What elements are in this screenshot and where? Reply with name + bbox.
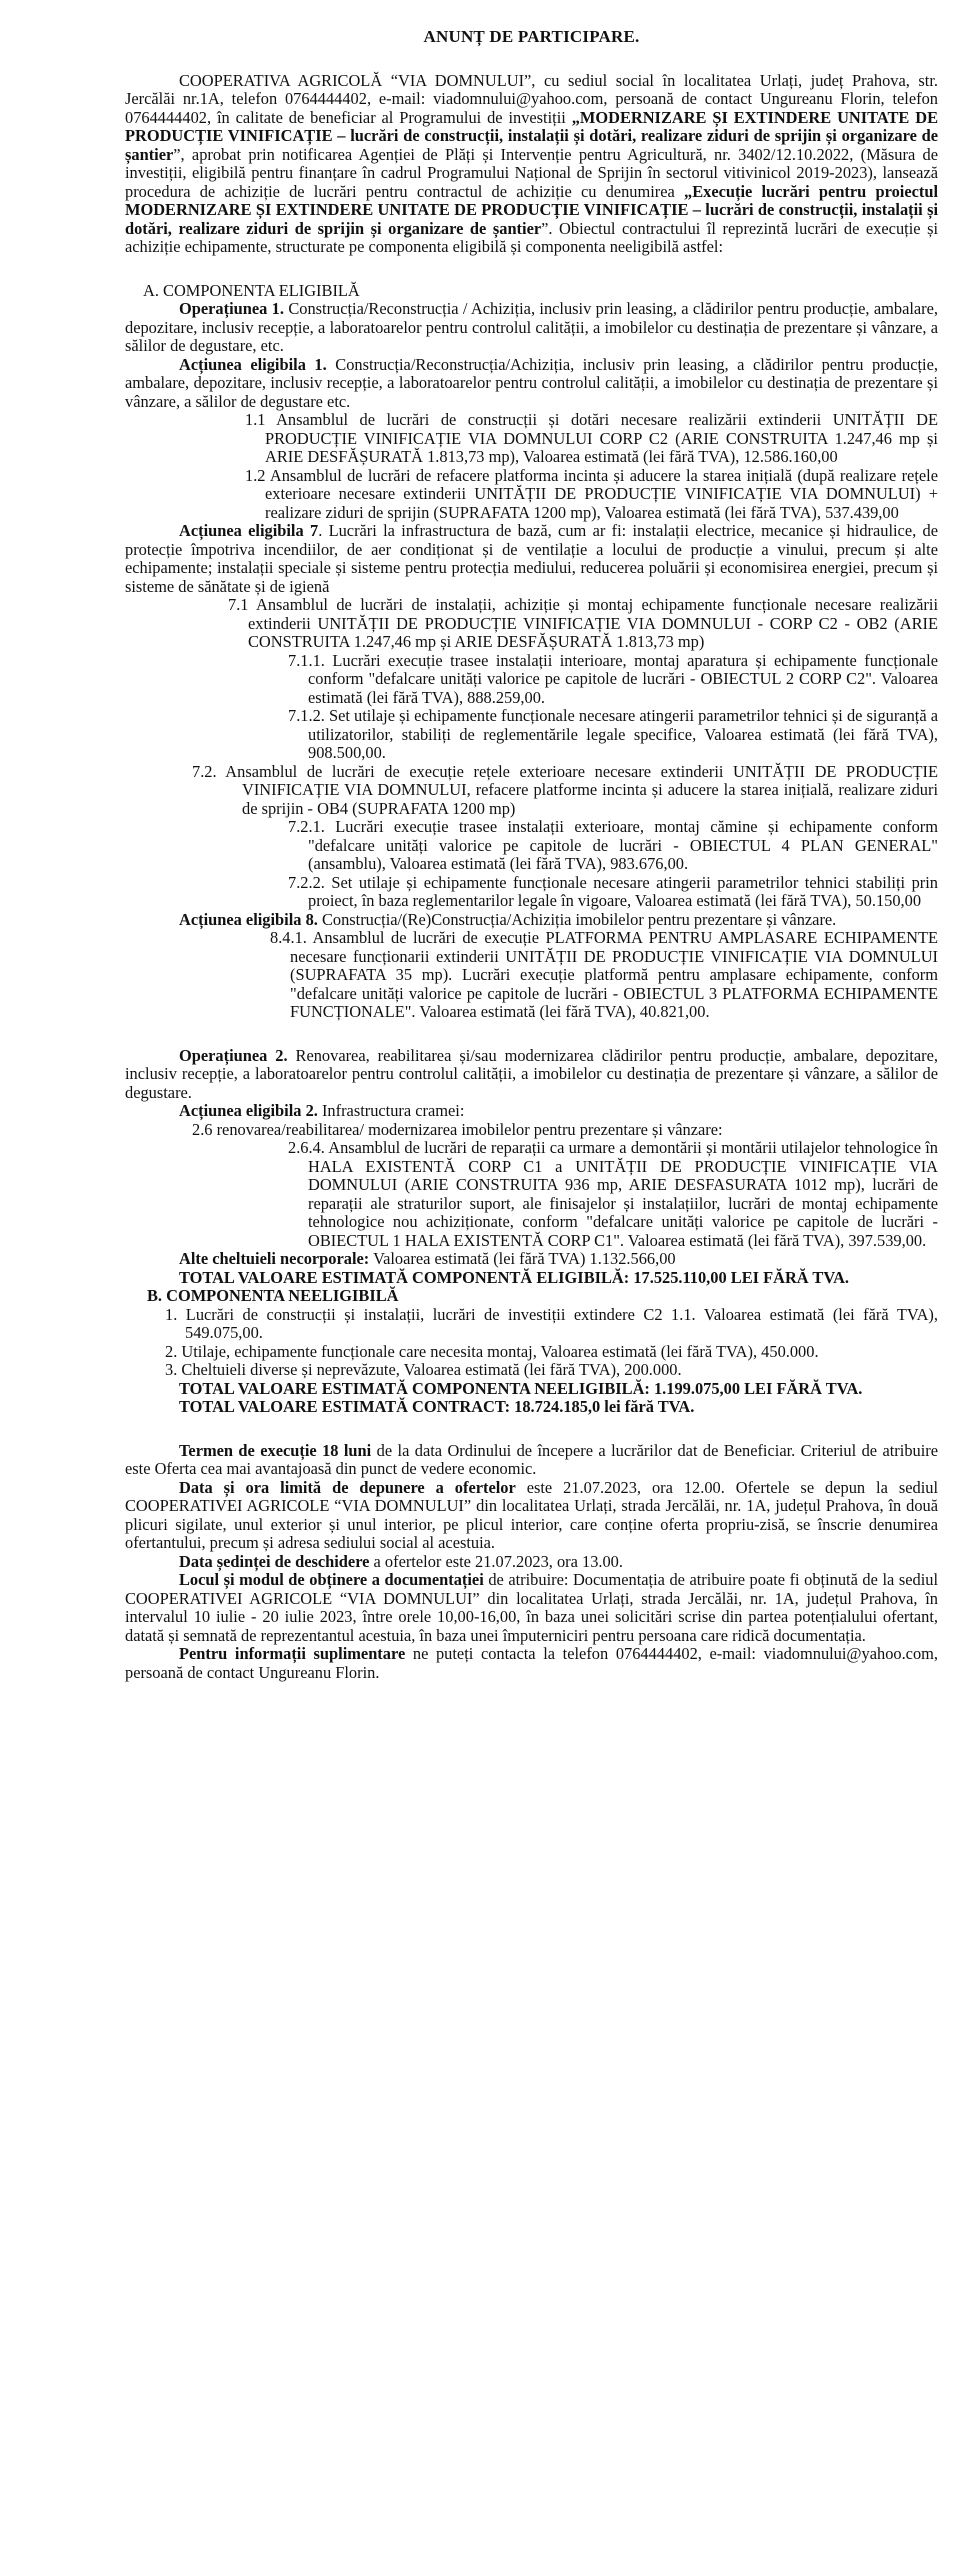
item-2-6: 2.6 renovarea/reabilitarea/ modernizarea imobilelor pentru prezentare și vânzare: [192, 1119, 723, 1139]
action-2-label: Acțiunea eligibila 2. [179, 1101, 318, 1120]
total-eligible: TOTAL VALOARE ESTIMATĂ COMPONENTĂ ELIGIBILĂ: 17.525.110,00 LEI FĂRĂ TVA. [179, 1267, 850, 1287]
item-7-1: 7.1 Ansamblul de lucrări de instalații, achiziție și montaj echipamente funcționale necesare realizării extinderii UNITĂȚII DE PRODUCȚIE VINIFICAȚIE VIA DOMNULUI - CORP C2 - OB2 (ARIE CONSTRUITA 1.247,46 mp și ARIE DESFĂȘURATĂ 1.813,73 mp) [228, 595, 938, 651]
item-1-1: 1.1 Ansamblul de lucrări de construcții și dotări necesare realizării extinderii UNITĂȚII DE PRODUCȚIE VINIFICAȚIE VIA DOMNULUI CORP C2 (ARIE CONSTRUITA 1.247,46 mp și ARIE DESFĂȘURATĂ 1.813,73 mp), Valoarea estimată (lei fără TVA), 12.586.160,00 [245, 410, 938, 466]
execution-term-text: de la data Ordinului de începere a lucrărilor dat de Beneficiar. Criteriul de atribuire este Oferta cea mai avantajoasă din punct de vedere economic. [125, 1440, 938, 1478]
execution-term [125, 1442, 938, 1479]
total-contract: TOTAL VALOARE ESTIMATĂ CONTRACT: 18.724.185,0 lei fără TVA. [179, 1397, 695, 1416]
operation-2-label: Operațiunea 2. [179, 1045, 288, 1065]
intro-text-1: COOPERATIVA AGRICOLĂ “VIA DOMNULUI”, cu sediul social în localitatea Urlați, județ Prahova, str. Jercălăi nr.1A, telefon 0764444402, e-mail: viadomnului@yahoo.com, persoană de contact Ungureanu Florin, telefon 0764444402, în calitate de beneficiar al Programului de investiții [125, 70, 938, 127]
action-1-text: Construcția/Reconstrucția/Achiziția, inclusiv prin leasing, a clădirilor pentru producție, ambalare, depozitare, inclusiv recepție, a laboratoarelor pentru controlul calității, a imobilelor cu destinația de prezentare și vânzare, a sălilor de degustare etc. [125, 354, 938, 411]
section-a-heading: A. COMPONENTA ELIGIBILĂ [143, 280, 360, 300]
intro-paragraph [125, 72, 938, 257]
action-1-label: Acțiunea eligibila 1. [179, 354, 327, 374]
additional-info [125, 1645, 938, 1682]
deadline-text: este 21.07.2023, ora 12.00. Ofertele se depun la sediul COOPERATIVEI AGRICOLE “VIA DOMNULUI” din localitatea Urlați, strada Jercălăi, nr. 1A, județul Prahova, în două plicuri sigilate, unul exterior și unul interior, pe plicul interior, care conține oferta propriu-zisă, se înscrie denumirea ofertantului, precum și adresa sediului social al acestuia. [125, 1477, 938, 1552]
item-7-1-1: 7.1.1. Lucrări execuție trasee instalații interioare, montaj aparatura și echipamente funcționale conform "defalcare unități valorice pe capitole de lucrări - OBIECTUL 2 CORP C2". Valoarea estimată (lei fără TVA), 888.259,00. [288, 650, 938, 707]
documentation-location [125, 1571, 938, 1645]
execution-term-label: Termen de execuție 18 luni [179, 1440, 372, 1460]
action-eligible-8 [125, 911, 938, 930]
other-costs-text: Valoarea estimată (lei fără TVA) 1.132.566,00 [369, 1249, 676, 1268]
deadline-label: Data și ora limită de depunere a ofertelor [179, 1477, 516, 1497]
intro-text-3: ”. Obiectul contractului îl reprezintă lucrări de execuție și achiziție echipamente, structurate pe componenta eligibilă și componenta neeligibilă astfel: [125, 218, 938, 256]
contract-name: „Execuție lucrări pentru proiectul MODERNIZARE ȘI EXTINDERE UNITATE DE PRODUCȚIE VINIFICAȚIE – lucrări de construcții, instalații și dotări, realizare ziduri de sprijin și organizare de șantier [125, 181, 938, 238]
operation-1-text: Construcția/Reconstrucția / Achiziția, inclusiv prin leasing, a clădirilor pentru producție, ambalare, depozitare, inclusiv recepție, a laboratoarelor pentru controlul calității, a imobilelor cu destinația de prezentare și vânzare, a sălilor de degustare, etc. [125, 299, 939, 355]
deadline [125, 1479, 938, 1553]
program-name: „MODERNIZARE ȘI EXTINDERE UNITATE DE PRODUCȚIE VINIFICAȚIE – lucrări de construcții, instalații și dotări, realizare ziduri de sprijin și organizare de șantier [125, 107, 938, 164]
nonelig-item-1: 1. Lucrări de construcții și instalații, lucrări de investiții extindere C2 1.1. Valoarea estimată (lei fără TVA), 549.075,00. [165, 1304, 938, 1342]
operation-1 [125, 300, 938, 356]
documentation-location-text: de atribuire: Documentația de atribuire poate fi obținută de la sediul COOPERATIVEI AGRICOLE “VIA DOMNULUI” din localitatea Urlați, strada Jercălăi, nr. 1A, județul Prahova, în intervalul 10 iulie - 20 iulie 2023, între orele 10,00-16,00, în baza unei solicitări scrise din partea potențialului ofertant, datată și semnată de reprezentantul acestuia, în baza unei împuterniciri pentru persoana care ridică documentația. [125, 1570, 938, 1645]
total-noneligible: TOTAL VALOARE ESTIMATĂ COMPONENTA NEELIGIBILĂ: 1.199.075,00 LEI FĂRĂ TVA. [179, 1378, 863, 1398]
nonelig-item-3: 3. Cheltuieli diverse și neprevăzute, Valoarea estimată (lei fără TVA), 200.000. [165, 1360, 682, 1379]
opening-session-label: Data ședinței de deschidere [179, 1551, 370, 1571]
item-7-2: 7.2. Ansamblul de lucrări de execuție rețele exterioare necesare extinderii UNITĂȚII DE PRODUCȚIE VINIFICAȚIE VIA DOMNULUI, refacere platforme incinta și aducere la starea inițială, realizare ziduri de sprijin - OB4 (SUPRAFATA 1200 mp) [192, 761, 938, 818]
operation-2-text: Renovarea, reabilitarea și/sau modernizarea clădirilor pentru producție, ambalare, depozitare, inclusiv recepție, a laboratoarelor pentru controlul calității, a imobilelor cu destinația de prezentare și vânzare, a sălilor de degustare. [125, 1045, 938, 1102]
action-eligible-1 [125, 356, 938, 412]
action-7-label: Acțiunea eligibila 7 [179, 521, 319, 540]
intro-text-2: ”, aprobat prin notificarea Agenției de Plăți și Intervenție pentru Agricultură, nr. 3402/12.10.2022, (Măsura de investiții, eligibilă pentru finanțare în cadrul Programului Național de Sprijin în sectorul vitivinicol 2019-2023), lansează procedura de achiziție de lucrări pentru contractul de achiziție cu denumirea [125, 144, 938, 201]
opening-session [125, 1553, 938, 1572]
item-7-1-2: 7.1.2. Set utilaje și echipamente funcționale necesare atingerii parametrilor tehnici și de siguranță a utilizatorilor, stabiliți de reglementările legale specifice, Valoarea estimată (lei fără TVA), 908.500,00. [288, 706, 938, 762]
opening-session-text: a ofertelor este 21.07.2023, ora 13.00. [369, 1551, 623, 1571]
action-eligible-7 [125, 522, 938, 596]
item-7-2-1: 7.2.1. Lucrări execuție trasee instalații exterioare, montaj cămine și echipamente conform "defalcare unități valorice pe capitole de lucrări - OBIECTUL 4 PLAN GENERAL" (ansamblu), Valoarea estimată (lei fără TVA), 983.676,00. [288, 817, 938, 873]
action-8-text: Construcția/(Re)Construcția/Achiziția imobilelor pentru prezentare și vânzare. [317, 909, 837, 929]
action-7-text: . Lucrări la infrastructura de bază, cum ar fi: instalații electrice, mecanice și hidraulice, de protecție împotriva incendiilor, de aer condiționat și de ventilație a locului de producție a vinului, precum și alte echipamente; instalații speciale și sisteme pentru protecția mediului, reducerea poluării și economisirea energiei, precum și sisteme de sănătate și de igienă [125, 521, 938, 596]
other-costs [125, 1250, 938, 1269]
action-eligible-2 [125, 1102, 938, 1121]
nonelig-item-2: 2. Utilaje, echipamente funcționale care necesita montaj, Valoarea estimată (lei fără TVA), 450.000. [165, 1341, 819, 1361]
item-8-4-1: 8.4.1. Ansamblul de lucrări de execuție PLATFORMA PENTRU AMPLASARE ECHIPAMENTE necesare funcționarii extinderii UNITĂȚII DE PRODUCȚIE VINIFICAȚIE VIA DOMNULUI (SUPRAFATA 35 mp). Lucrări execuție platformă pentru amplasare echipamente, conform "defalcare unități valorice pe capitole de lucrări - OBIECTUL 3 PLATFORMA ECHIPAMENTE FUNCȚIONALE". Valoarea estimată (lei fără TVA), 40.821,00. [270, 928, 938, 1021]
operation-1-label: Operațiunea 1. [179, 299, 284, 318]
documentation-location-label: Locul și modul de obținere a documentației [179, 1570, 484, 1589]
additional-info-label: Pentru informații suplimentare [179, 1644, 406, 1663]
action-8-label: Acțiunea eligibila 8. [179, 909, 318, 929]
document-title: ANUNȚ DE PARTICIPARE. [423, 27, 640, 46]
additional-info-text: ne puteți contacta la telefon 0764444402, e-mail: viadomnului@yahoo.com, persoană de contact Ungureanu Florin. [125, 1644, 939, 1682]
section-b-heading: B. COMPONENTA NEELIGIBILĂ [147, 1286, 399, 1305]
item-1-2: 1.2 Ansamblul de lucrări de refacere platforma incinta și aducere la starea inițială (după realizare rețele exterioare necesare extinderii UNITĂȚII DE PRODUCȚIE VINIFICAȚIE VIA DOMNULUI) + realizare ziduri de sprijin (SUPRAFATA 1200 mp), Valoarea estimată (lei fără TVA), 537.439,00 [245, 465, 938, 522]
other-costs-label: Alte cheltuieli necorporale: [179, 1249, 370, 1268]
item-7-2-2: 7.2.2. Set utilaje și echipamente funcționale necesare atingerii parametrilor tehnici stabiliți prin proiect, în baza reglementarilor legale în vigoare, Valoarea estimată (lei fără TVA), 50.150,00 [288, 872, 938, 910]
item-2-6-4: 2.6.4. Ansamblul de lucrări de reparații ca urmare a demontării și montării utilajelor tehnologice în HALA EXISTENTĂ CORP C1 a UNITĂȚII DE PRODUCȚIE VINIFICAȚIE VIA DOMNULUI (ARIE CONSTRUITA 936 mp, ARIE DESFASURATA 1012 mp), lucrări de reparații ale straturilor suport, ale finisajelor și instalațiilor, lucrări de montaj echipamente tehnologice nou achiziționate, conform "defalcare unități valorice pe capitole de lucrări - OBIECTUL 1 HALA EXISTENTĂ CORP C1". Valoarea estimată (lei fără TVA), 397.539,00. [288, 1138, 938, 1250]
operation-2 [125, 1047, 938, 1103]
action-2-text: Infrastructura cramei: [317, 1101, 465, 1120]
